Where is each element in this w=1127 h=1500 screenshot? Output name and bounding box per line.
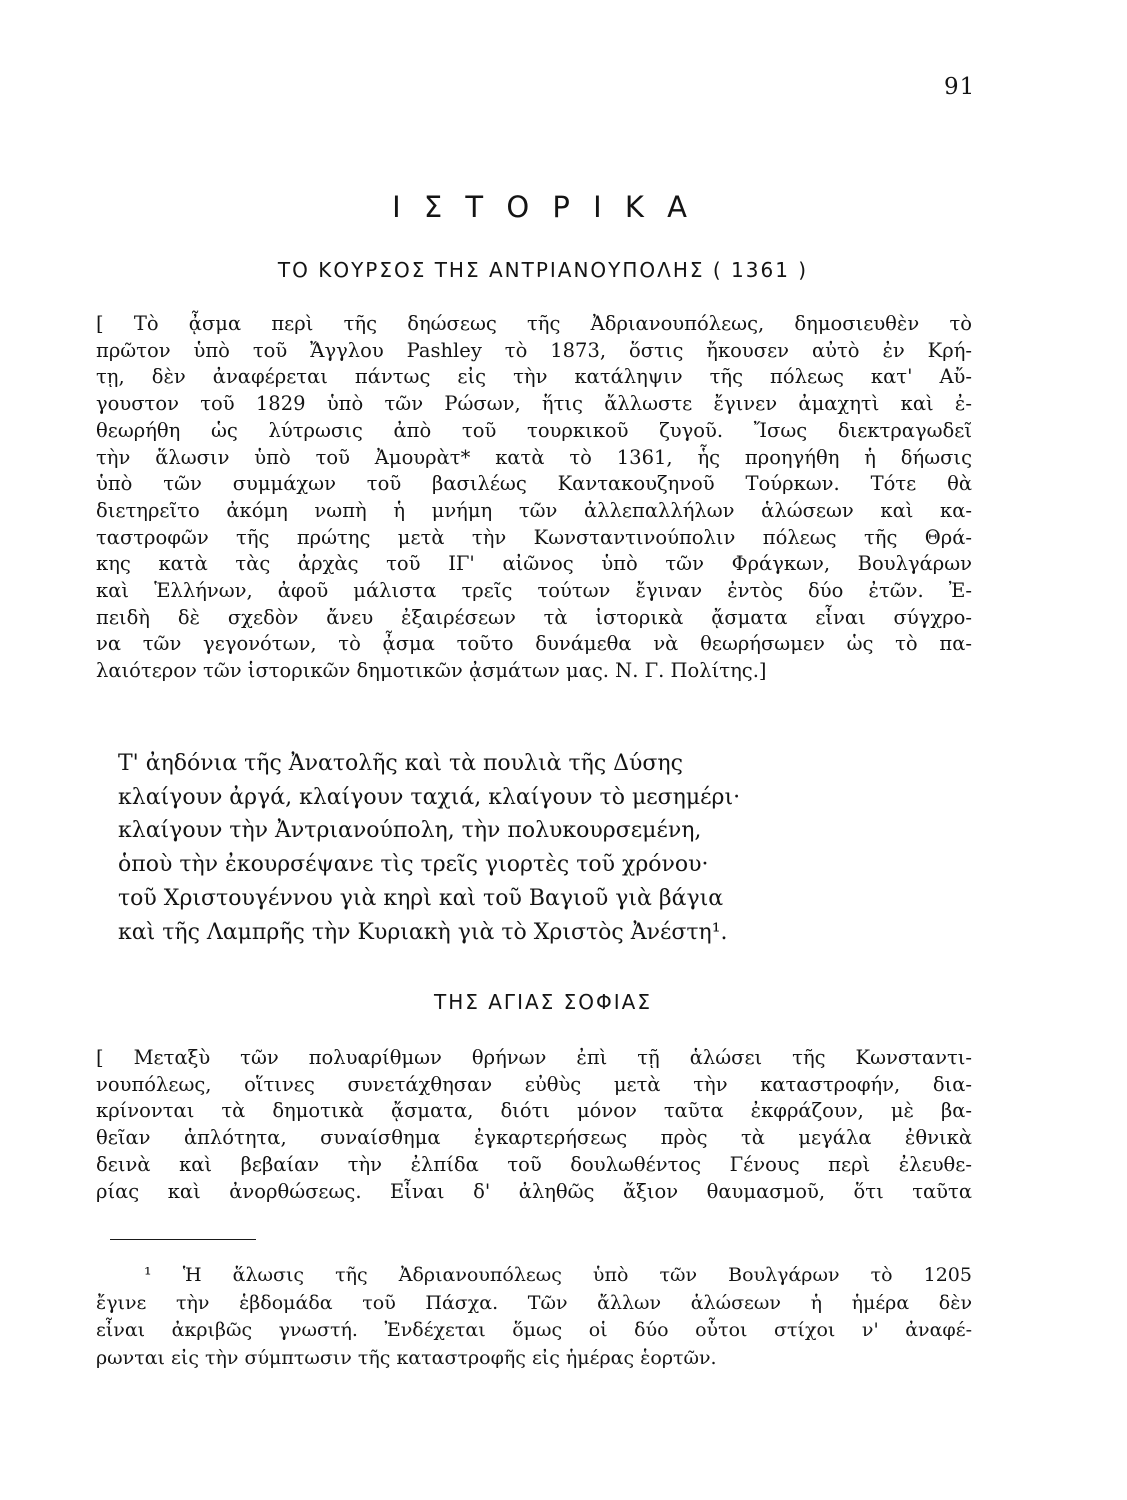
paragraph-line: πειδὴ δὲ σχεδὸν ἄνευ ἐξαιρέσεων τὰ ἱστορικὰ ᾄσματα εἶναι σύγχρο- [96, 605, 972, 629]
footnote-line: ρωνται εἰς τὴν σύμπτωσιν τῆς καταστροφῆς εἰς ἡμέρας ἑορτῶν. [96, 1346, 717, 1369]
verse-line: καὶ τῆς Λαμπρῆς τὴν Κυριακὴ γιὰ τὸ Χριστὸς Ἀνέστη¹. [118, 919, 728, 945]
paragraph-line: θεωρήθη ὡς λύτρωσις ἀπὸ τοῦ τουρκικοῦ ζυγοῦ. Ἴσως διεκτραγωδεῖ [96, 418, 972, 442]
song-introduction-adrianople [96, 311, 972, 685]
paragraph-line: [ Τὸ ᾆσμα περὶ τῆς δηώσεως τῆς Ἀδριανουπόλεως, δημοσιευθὲν τὸ [96, 312, 972, 335]
paragraph-line: θεῖαν ἁπλότητα, συναίσθημα ἐγκαρτερήσεως πρὸς τὰ μεγάλα ἐθνικὰ [96, 1126, 972, 1150]
paragraph-line: ρίας καὶ ἀνορθώσεως. Εἶναι δ' ἀληθῶς ἄξιον θαυμασμοῦ, ὅτι ταῦτα [96, 1179, 972, 1203]
paragraph-line: δεινὰ καὶ βεβαίαν τὴν ἐλπίδα τοῦ δουλωθέντος Γένους περὶ ἐλευθε- [96, 1152, 972, 1176]
song-title-hagia-sophia: ΤΗΣ ΑΓΙΑΣ ΣΟΦΙΑΣ [434, 990, 652, 1014]
paragraph-line: κης κατὰ τὰς ἀρχὰς τοῦ ΙΓ' αἰῶνος ὑπὸ τῶν Φράγκων, Βουλγάρων [96, 552, 972, 576]
footnote [96, 1262, 972, 1372]
paragraph-line: τὴν ἅλωσιν ὑπὸ τοῦ Ἀμουρὰτ* κατὰ τὸ 1361, ἧς προηγήθη ἡ δήωσις [96, 445, 972, 469]
paragraph-line: τῃ, δὲν ἀναφέρεται πάντως εἰς τὴν κατάληψιν τῆς πόλεως κατ' Αὔ- [96, 365, 972, 389]
section-title: Ι Σ Τ Ο Ρ Ι Κ Α [392, 190, 694, 224]
paragraph-line: νουπόλεως, οἵτινες συνετάχθησαν εὐθὺς μετὰ τὴν καταστροφήν, δια- [96, 1072, 972, 1096]
verse-line: κλαίγουν ἀργά, κλαίγουν ταχιά, κλαίγουν τὸ μεσημέρι· [118, 784, 741, 810]
paragraph-line: καὶ Ἑλλήνων, ἀφοῦ μάλιστα τρεῖς τούτων ἔγιναν ἐντὸς δύο ἐτῶν. Ἐ- [96, 579, 972, 603]
paragraph-line: να τῶν γεγονότων, τὸ ᾆσμα τοῦτο δυνάμεθα νὰ θεωρήσωμεν ὡς τὸ πα- [96, 632, 972, 656]
paragraph-line: [ Μεταξὺ τῶν πολυαρίθμων θρήνων ἐπὶ τῇ ἁλώσει τῆς Κωνσταντι- [96, 1046, 972, 1069]
page-number: 91 [944, 74, 976, 100]
verse-line: κλαίγουν τὴν Ἀντριανούπολη, τὴν πολυκουρσεμένη, [118, 818, 702, 844]
paragraph-line: ταστροφῶν τῆς πρώτης μετὰ τὴν Κωνσταντινούπολιν πόλεως τῆς Θρά- [96, 525, 972, 549]
paragraph-line: διετηρεῖτο ἀκόμη νωπὴ ἡ μνήμη τῶν ἀλλεπαλλήλων ἁλώσεων καὶ κα- [96, 498, 972, 522]
verse-line: ὁποὺ τὴν ἐκουρσέψανε τὶς τρεῖς γιορτὲς τοῦ χρόνου· [118, 852, 709, 878]
song-title-adrianople: ΤΟ ΚΟΥΡΣΟΣ ΤΗΣ ΑΝΤΡΙΑΝΟΥΠΟΛΗΣ ( 1361 ) [277, 258, 809, 282]
footnote-line: ¹ Ἡ ἅλωσις τῆς Ἀδριανουπόλεως ὑπὸ τῶν Βουλγάρων τὸ 1205 [144, 1264, 972, 1286]
footnote-line: ἔγινε τὴν ἑβδομάδα τοῦ Πάσχα. Τῶν ἄλλων ἁλώσεων ἡ ἡμέρα δὲν [96, 1291, 972, 1314]
paragraph-line: λαιότερον τῶν ἱστορικῶν δημοτικῶν ᾀσμάτων μας. Ν. Γ. Πολίτης.] [96, 659, 767, 683]
paragraph-line: γουστον τοῦ 1829 ὑπὸ τῶν Ρώσων, ἥτις ἄλλωστε ἔγινεν ἀμαχητὶ καὶ ἐ- [96, 392, 972, 416]
paragraph-line: κρίνονται τὰ δημοτικὰ ᾄσματα, διότι μόνον ταῦτα ἐκφράζουν, μὲ βα- [96, 1099, 972, 1123]
verse-line: Τ' ἀηδόνια τῆς Ἀνατολῆς καὶ τὰ πουλιὰ τῆς Δύσης [118, 751, 683, 776]
verse-line: τοῦ Χριστουγέννου γιὰ κηρὶ καὶ τοῦ Βαγιοῦ γιὰ βάγια [118, 885, 724, 911]
footnote-divider [110, 1239, 256, 1240]
footnote-line: εἶναι ἀκριβῶς γνωστή. Ἐνδέχεται ὅμως οἱ δύο οὗτοι στίχοι ν' ἀναφέ- [96, 1319, 972, 1341]
song-verses-adrianople [118, 747, 740, 949]
paragraph-line: ὑπὸ τῶν συμμάχων τοῦ βασιλέως Καντακουζηνοῦ Τούρκων. Τότε θὰ [96, 472, 972, 496]
paragraph-line: πρῶτον ὑπὸ τοῦ Ἄγγλου Pashley τὸ 1873, ὅστις ἤκουσεν αὐτὸ ἐν Κρή- [96, 338, 972, 362]
song-introduction-hagia-sophia [96, 1045, 972, 1205]
